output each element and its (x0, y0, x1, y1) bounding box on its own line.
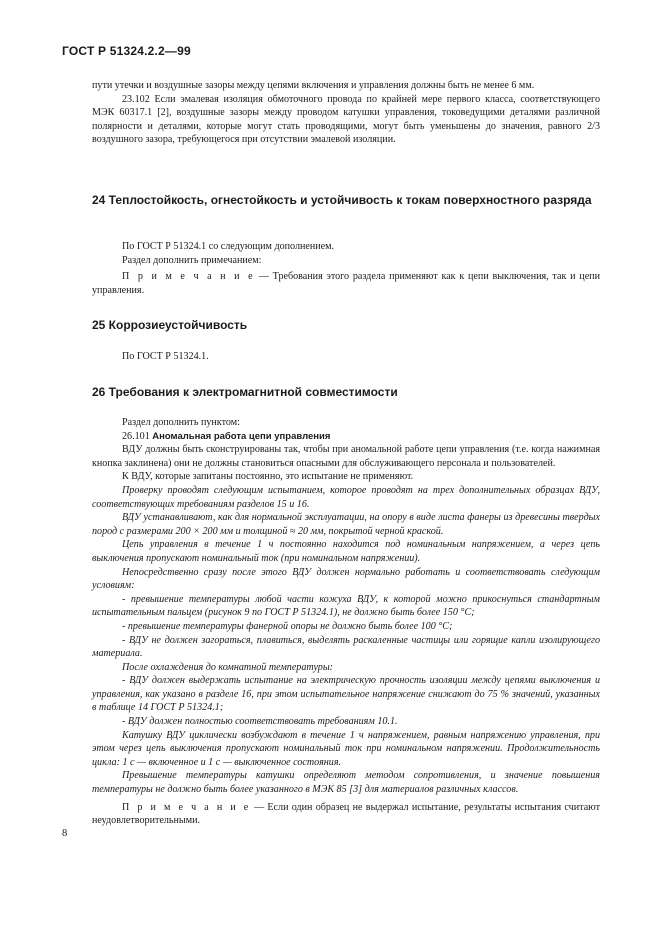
condition-item: - превышение температуры фанерной опоры не должно быть более 100 °С; (122, 620, 453, 632)
note-label: П р и м е ч а н и е (122, 271, 256, 283)
condition-item: - ВДУ должен выдержать испытание на электрическую прочность изоляции между цепями выключения и управления, как указано в разделе 16, при этом испытательное напряжение снижают до 75 % значений, указанных в таблице 14 ГОСТ Р 51324.1; (92, 675, 600, 714)
test-paragraph: ВДУ устанавливают, как для нормальной эксплуатации, на опору в виде листа фанеры из древесины твердых пород с размерами 200 × 200 мм и толщиной ≈ 20 мм, покрытой черной краской. (92, 512, 600, 537)
clause-26-101 (92, 430, 600, 444)
test-paragraph: Непосредственно сразу после этого ВДУ должен нормально работать и соответствовать следующим условиям: (92, 566, 600, 592)
test-paragraph: После охлаждения до комнатной температуры: (122, 661, 334, 673)
section-24-heading: 24 Теплостойкость, огнестойкость и устойчивость к токам поверхностного разряда (92, 193, 592, 207)
paragraph: По ГОСТ Р 51324.1 со следующим дополнением. (122, 241, 335, 252)
note (92, 270, 600, 297)
note (92, 801, 600, 828)
paragraph: ВДУ должны быть сконструированы так, чтобы при аномальной работе цепи управления (т.е. когда нажимная кнопка заклинена) они не должны становиться опасными для обслуживающего персонала и пользователей. (92, 444, 600, 469)
section-26-heading: 26 Требования к электромагнитной совместимости (92, 385, 398, 399)
page-number: 8 (62, 828, 68, 839)
paragraph-23-102: 23.102 Если эмалевая изоляция обмоточного провода по крайней мере первого класса, соответствующего МЭК 60317.1 [2], воздушные зазоры между проводом катушки управления, токоведущими деталями различной полярности и деталями, которые могут стать проводящими, могут быть уменьшены до значения, равного 2/3 воздушного зазора, требующегося при отсутствии эмалевой изоляции. (92, 93, 600, 146)
clause-title: Аномальная работа цепи управления (152, 430, 331, 442)
test-paragraph: Катушку ВДУ циклически возбуждают в течение 1 ч напряжением, равным напряжению управления, при этом через цепь выключения пропускают номинальный ток при номинальном напряжении. Продолжительность цикла: 1 с — включенное и 1 с — выключенное состояния. (92, 729, 600, 768)
section-24-body (92, 240, 600, 297)
note-text: — Требования этого раздела применяют как к цепи выключения, так и цепи управления. (92, 271, 600, 296)
note-label: П р и м е ч а н и е (122, 801, 251, 813)
intro-block (92, 79, 600, 147)
section-25-body (92, 350, 600, 364)
section-26-body (92, 416, 600, 828)
note-text: — Если один образец не выдержал испытание, результаты испытания считают неудовлетворительными. (92, 801, 600, 827)
clause-number: 26.101 (122, 430, 153, 442)
paragraph: По ГОСТ Р 51324.1. (122, 351, 209, 362)
paragraph: Раздел дополнить примечанием: (122, 254, 262, 266)
paragraph: пути утечки и воздушные зазоры между цепями включения и управления должны быть не менее 6 мм. (92, 80, 535, 91)
paragraph: Раздел дополнить пунктом: (122, 417, 240, 428)
section-25-heading: 25 Коррозиеустойчивость (92, 318, 248, 332)
condition-item: - ВДУ не должен загораться, плавиться, выделять раскаленные частицы или горящие капли изолирующего материала. (92, 634, 600, 660)
document-header: ГОСТ Р 51324.2.2—99 (62, 44, 191, 58)
condition-item: - ВДУ должен полностью соответствовать требованиям 10.1. (122, 716, 398, 728)
paragraph: К ВДУ, которые запитаны постоянно, это испытание не применяют. (122, 471, 414, 483)
test-paragraph: Цепь управления в течение 1 ч постоянно находится под номинальным напряжением, а через цепь выключения пропускают номинальный ток (при номинальном напряжении). (92, 539, 600, 564)
test-paragraph: Проверку проводят следующим испытанием, которое проводят на трех дополнительных образцах ВДУ, соответствующих требованиям разделов 15 и 16. (92, 484, 600, 510)
test-paragraph: Превышение температуры катушки определяют методом сопротивления, и значение повышения температуры не должно быть более указанного в МЭК 85 [3] для материалов различных классов. (92, 770, 600, 796)
condition-item: - превышение температуры любой части кожуха ВДУ, к которой можно прикоснуться стандартным испытательным пальцем (рисунок 9 по ГОСТ Р 51324.1), не должно быть более 150 °С; (92, 593, 600, 619)
